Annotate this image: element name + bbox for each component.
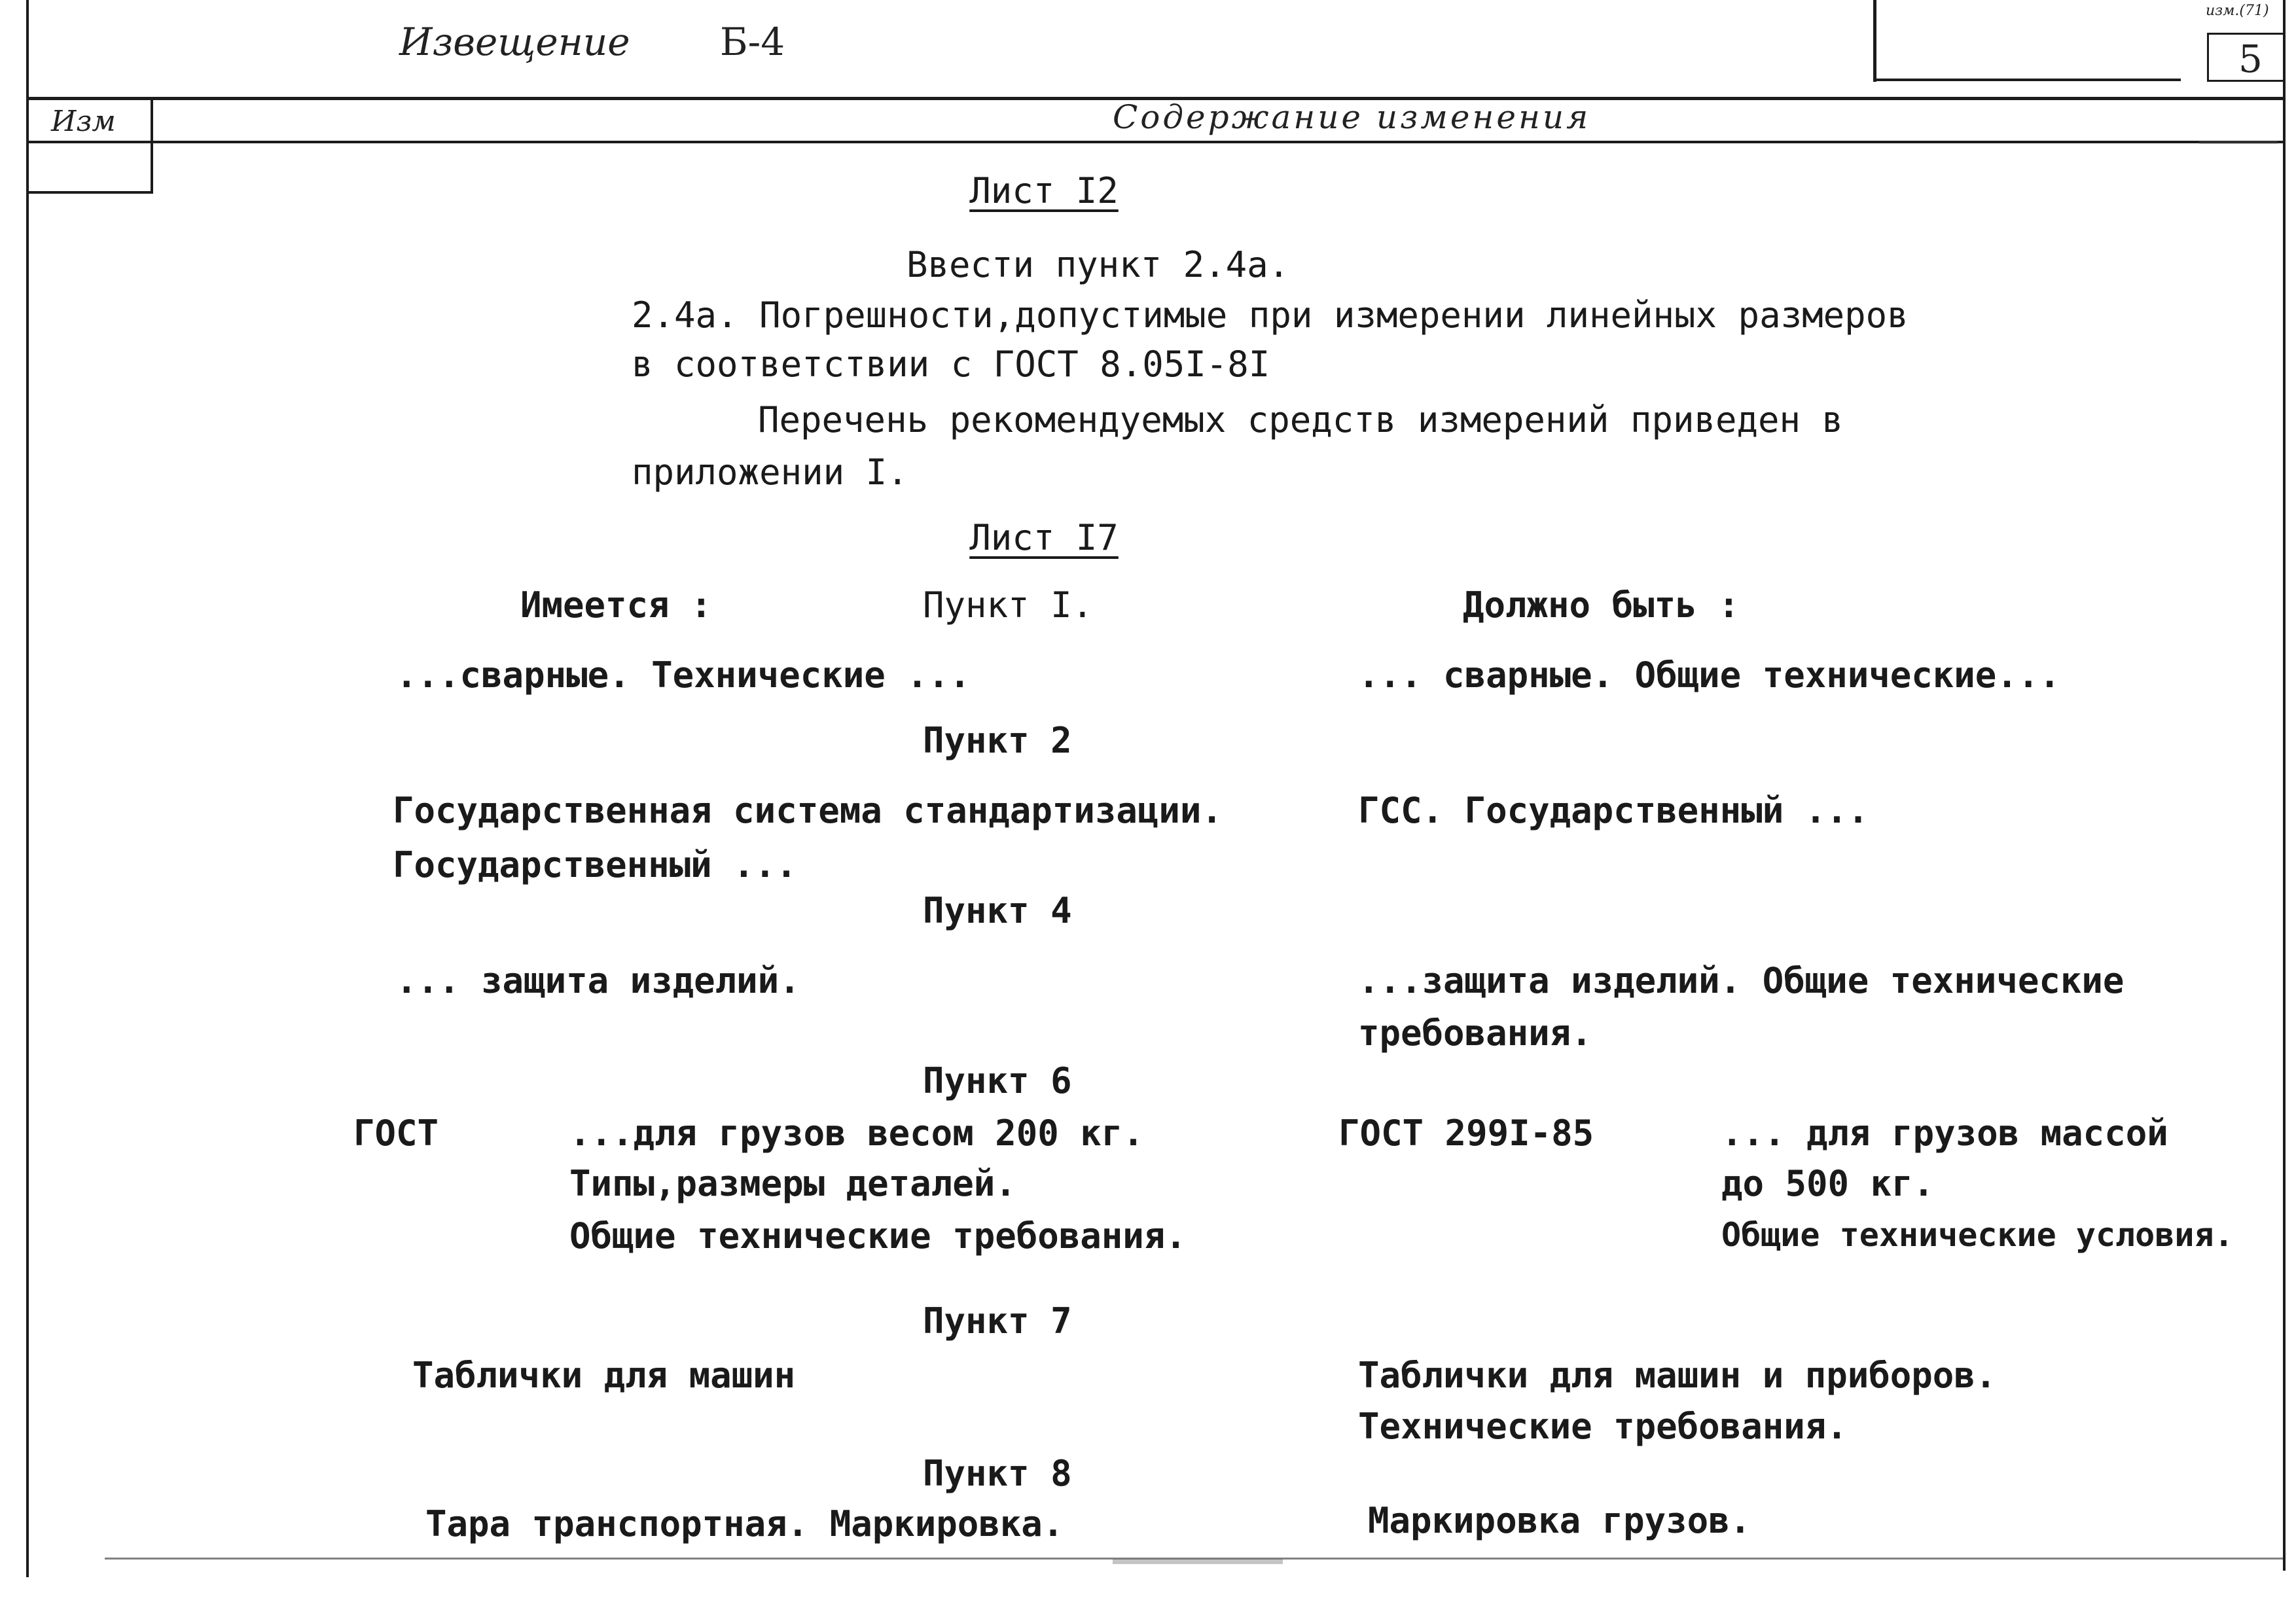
item-6-should-code: ГОСТ 299I-85 [1338, 1113, 1594, 1154]
notice-label: Извещение [399, 20, 630, 64]
page-number: 5 [2238, 37, 2263, 81]
item-1-have: ...сварные. Технические ... [396, 654, 971, 696]
item-6-should-2: до 500 кг. [1721, 1163, 1935, 1204]
scan-smudge [2199, 141, 2278, 144]
item-7-should-2: Технические требования. [1358, 1406, 1848, 1447]
sheet-12-line-2: в соответствии с ГОСТ 8.05I-8I [632, 344, 1270, 385]
item-2-have-1: Государственная система стандартизации. [393, 790, 1223, 831]
frame-left-line [26, 0, 29, 1577]
item-4-label: Пункт 4 [923, 890, 1072, 931]
change-column-bottom-line [29, 191, 153, 194]
item-6-should-3: Общие технические условия. [1721, 1216, 2234, 1254]
item-8-should: Маркировка грузов. [1368, 1500, 1751, 1541]
item-6-have-code: ГОСТ [353, 1113, 439, 1154]
sheet-12-intro: Ввести пункт 2.4а. [906, 244, 1290, 285]
header-right-hline [1873, 79, 2181, 81]
item-7-have: Таблички для машин [412, 1355, 796, 1396]
item-8-have: Тара транспортная. Маркировка. [425, 1503, 1064, 1544]
title-row-divider-line [29, 141, 2283, 143]
page-corner-mark: изм.(71) [2206, 3, 2269, 19]
sheet-12-title: Лист I2 [969, 170, 1119, 211]
should-column-label: Должно быть : [1463, 584, 1740, 626]
frame-right-line [2283, 0, 2286, 1571]
notice-number: Б-4 [720, 20, 785, 64]
item-4-have: ... защита изделий. [396, 960, 800, 1001]
item-6-should-1: ... для грузов массой [1721, 1113, 2168, 1154]
item-4-should-1: ...защита изделий. Общие технические [1358, 960, 2125, 1001]
item-7-label: Пункт 7 [923, 1300, 1072, 1342]
item-2-should: ГСС. Государственный ... [1358, 790, 1869, 831]
change-column-vline [151, 98, 153, 193]
item-6-label: Пункт 6 [923, 1060, 1072, 1101]
scan-smudge [1113, 1559, 1283, 1564]
item-1-label: Пункт I. [923, 584, 1094, 626]
content-title: Содержание изменения [1113, 98, 1591, 136]
page-number-box-top [2207, 33, 2283, 35]
item-6-have-2: Типы,размеры деталей. [569, 1163, 1016, 1204]
have-column-label: Имеется : [520, 584, 712, 626]
sheet-17-title: Лист I7 [969, 517, 1119, 558]
item-7-should-1: Таблички для машин и приборов. [1358, 1355, 1997, 1396]
item-2-label: Пункт 2 [923, 720, 1072, 761]
page-number-box-left [2207, 33, 2209, 82]
sheet-12-line-4: приложении I. [632, 452, 908, 493]
item-1-should: ... сварные. Общие технические... [1358, 654, 2060, 696]
item-6-have-1: ...для грузов весом 200 кг. [569, 1113, 1144, 1154]
item-2-have-2: Государственный ... [393, 844, 797, 885]
item-8-label: Пункт 8 [923, 1453, 1072, 1494]
item-4-should-2: требования. [1358, 1012, 1592, 1054]
sheet-12-line-3: Перечень рекомендуемых средств измерений приведен в [758, 399, 1844, 440]
sheet-12-line-1: 2.4а. Погрешности,допустимые при измерении линейных размеров [632, 294, 1909, 336]
change-column-label: Изм [51, 105, 116, 138]
item-6-have-3: Общие технические требования. [569, 1215, 1187, 1257]
header-right-vline [1873, 0, 1876, 82]
